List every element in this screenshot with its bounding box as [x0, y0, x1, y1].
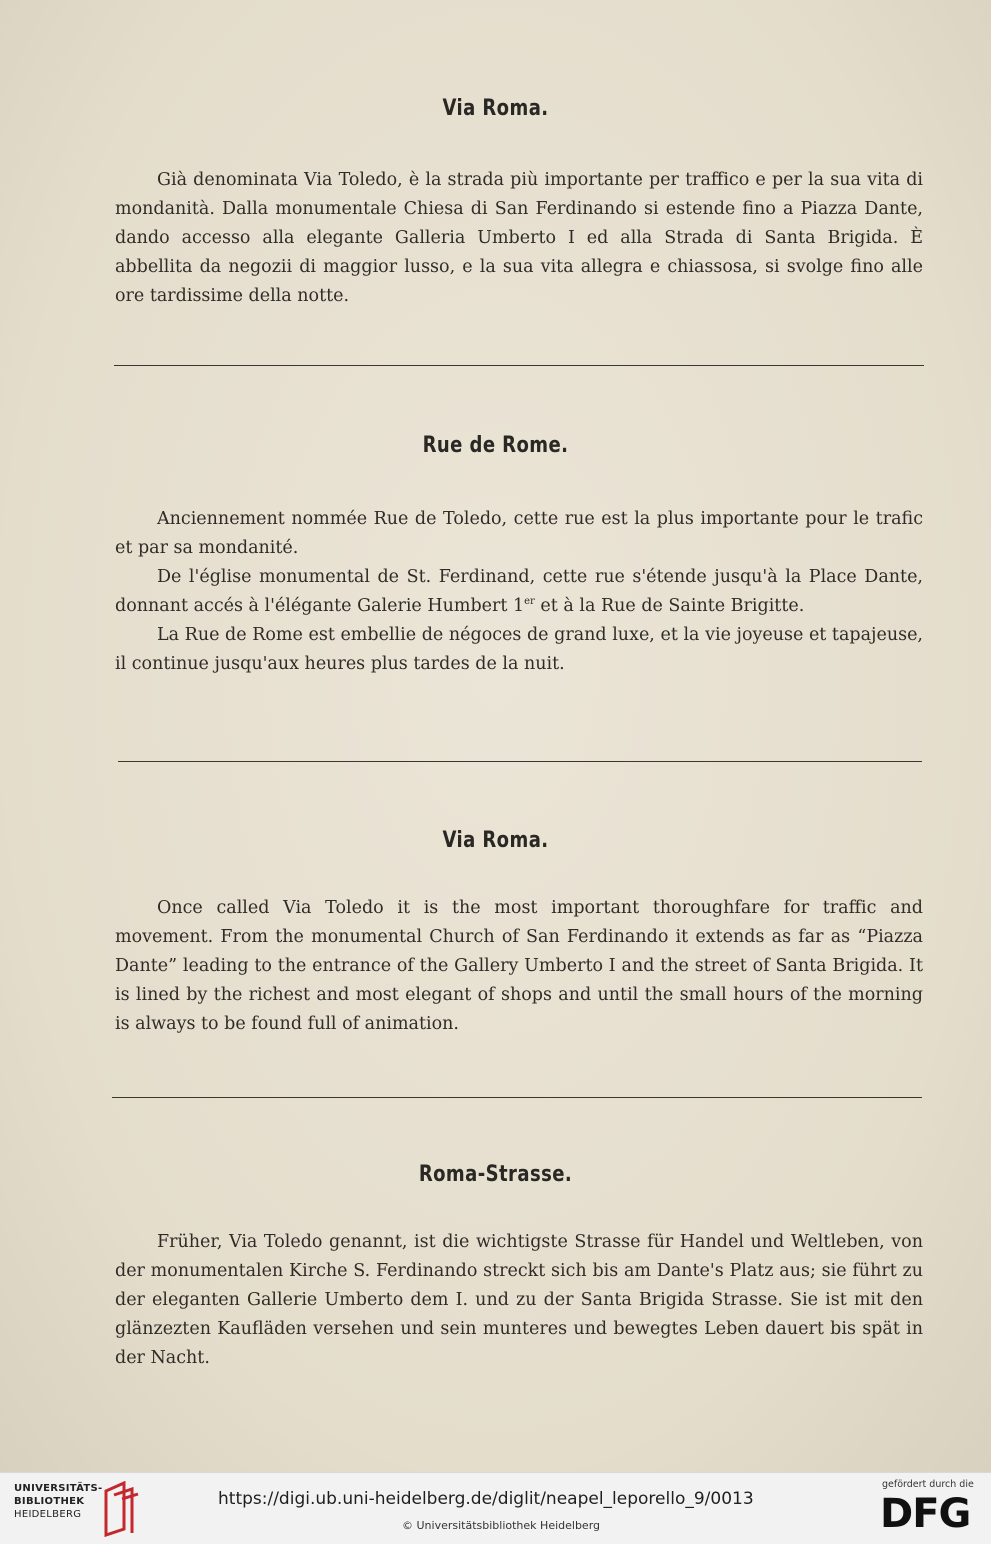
library-logo-icon [102, 1481, 140, 1537]
section-text-english [115, 894, 923, 1039]
section-divider [118, 761, 922, 762]
dfg-logo: DFG [880, 1491, 971, 1537]
section-text-italian [115, 166, 923, 311]
section-text-german [115, 1228, 923, 1373]
paragraph: Früher, Via Toledo genannt, ist die wichtigste Strasse für Handel und Weltleben, von der monumentalen Kirche S. Ferdinando streckt sich bis am Dante's Platz aus; sie führt zu der eleganten Gallerie Umberto dem I. und zu der Santa Brigida Strasse. Sie ist mit den glänzezten Kaufläden versehen und sein munteres und bewegtes Leben dauert bis spät in der Nacht. [115, 1232, 923, 1368]
copyright-notice: © Universitätsbibliothek Heidelberg [402, 1519, 601, 1532]
section-heading-german: Roma-Strasse. [418, 1162, 573, 1187]
section-heading-french: Rue de Rome. [422, 433, 569, 458]
section-divider [112, 1097, 922, 1098]
paragraph-text: De l'église monumental de St. Ferdinand, cette rue s'étende jusqu'à la Place Dante, donnant accés à l'élégante Galerie Humbert [115, 567, 923, 616]
section-heading-english: Via Roma. [442, 828, 549, 853]
library-name-line: UNIVERSITÄTS- [14, 1483, 103, 1494]
paragraph [115, 563, 923, 621]
library-name-line: HEIDELBERG [14, 1509, 82, 1520]
humbert-ordinal: er [524, 596, 535, 608]
paragraph-text-end: et à la Rue de Sainte Brigitte. [534, 596, 805, 616]
paragraph: La Rue de Rome est embellie de négoces de grand luxe, et la vie joyeuse et tapajeuse, il continue jusqu'aux heures plus tardes de la nuit. [115, 625, 923, 674]
footer-bar [0, 1472, 991, 1544]
funding-note: gefördert durch die [882, 1479, 974, 1490]
library-name-line: BIBLIOTHEK [14, 1496, 85, 1507]
paragraph: Già denominata Via Toledo, è la strada più importante per traffico e per la sua vita di mondanità. Dalla monumentale Chiesa di San Ferdinando si estende fino a Piazza Dante, dando accesso alla elegante Galleria Umberto I ed alla Strada di Santa Brigida. È abbellita da negozii di maggior lusso, e la sua vita allegra e chiassosa, si svolge fino alle ore tardissime della notte. [115, 170, 923, 306]
document-url-link[interactable]: https://digi.ub.uni-heidelberg.de/diglit/neapel_leporello_9/0013 [218, 1489, 754, 1509]
paragraph: Anciennement nommée Rue de Toledo, cette rue est la plus importante pour le trafic et par sa mondanité. [115, 509, 923, 558]
section-heading-italian: Via Roma. [442, 96, 549, 121]
section-divider [114, 365, 924, 366]
library-name [14, 1482, 103, 1521]
humbert-numeral: 1 [513, 596, 525, 616]
paragraph: Once called Via Toledo it is the most important thoroughfare for traffic and movement. From the monumental Church of San Ferdinando it extends as far as “Piazza Dante” leading to the entrance of the Gallery Umberto I and the street of Santa Brigida. It is lined by the richest and most elegant of shops and until the small hours of the morning is always to be found full of animation. [115, 898, 923, 1034]
section-text-french [115, 505, 923, 679]
